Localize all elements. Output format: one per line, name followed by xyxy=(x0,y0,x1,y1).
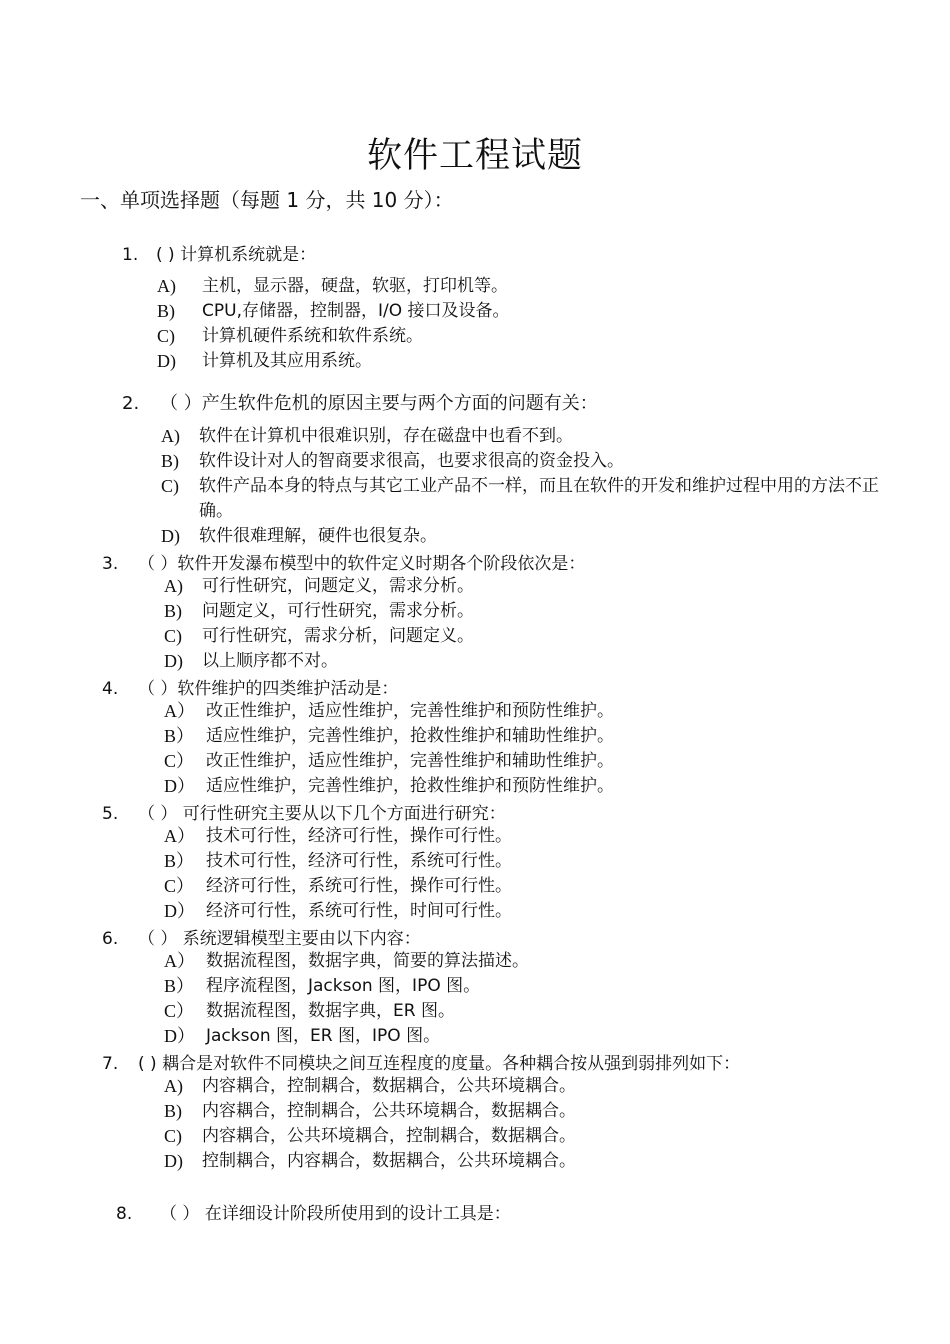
page-title: 软件工程试题 xyxy=(366,136,583,176)
option-label: A） xyxy=(164,826,195,846)
option-text: 可行性研究，需求分析，问题定义。 xyxy=(202,626,474,646)
question-number: 1. xyxy=(122,245,139,265)
question-stem: （ ） 可行性研究主要从以下几个方面进行研究： xyxy=(138,804,506,824)
question-stem: （ ） 系统逻辑模型主要由以下内容： xyxy=(138,929,421,949)
option-label: B) xyxy=(164,1101,182,1121)
option-label: B) xyxy=(164,601,182,621)
option-label: C） xyxy=(164,751,195,771)
option-label: C) xyxy=(161,476,179,496)
question-7 xyxy=(102,1049,740,1074)
option-text: 技术可行性，经济可行性，操作可行性。 xyxy=(206,826,512,846)
question-stem: （ ） 在详细设计阶段所使用到的设计工具是： xyxy=(160,1204,511,1224)
option-text: 数据流程图，数据字典，ER 图。 xyxy=(206,1001,455,1021)
option-label: A) xyxy=(161,426,180,446)
option-label: D) xyxy=(164,651,183,671)
option-text: 经济可行性，系统可行性，时间可行性。 xyxy=(206,901,512,921)
question-4 xyxy=(102,674,398,699)
option-text: 计算机及其应用系统。 xyxy=(202,351,372,371)
option-text: 内容耦合，控制耦合，公共环境耦合，数据耦合。 xyxy=(202,1101,576,1121)
question-number: 8. xyxy=(116,1204,133,1224)
question-number: 4. xyxy=(102,679,119,699)
option-text: 内容耦合，公共环境耦合，控制耦合，数据耦合。 xyxy=(202,1126,576,1146)
option-text: 问题定义，可行性研究，需求分析。 xyxy=(202,601,474,621)
option-text: 改正性维护，适应性维护，完善性维护和预防性维护。 xyxy=(206,701,614,721)
option-text: 内容耦合，控制耦合，数据耦合，公共环境耦合。 xyxy=(202,1076,576,1096)
option-text: 改正性维护，适应性维护，完善性维护和辅助性维护。 xyxy=(206,751,614,771)
option-text: 可行性研究，问题定义，需求分析。 xyxy=(202,576,474,596)
option-text: 软件在计算机中很难识别，存在磁盘中也看不到。 xyxy=(199,426,573,446)
option-text: 程序流程图，Jackson 图，IPO 图。 xyxy=(206,976,481,996)
option-label: C) xyxy=(164,626,182,646)
option-label: C） xyxy=(164,1001,195,1021)
question-1 xyxy=(122,240,316,265)
option-label: D) xyxy=(164,1151,183,1171)
option-label: C) xyxy=(157,326,175,346)
question-number: 7. xyxy=(102,1054,119,1074)
question-number: 2. xyxy=(122,393,140,414)
question-number: 5. xyxy=(102,804,119,824)
option-label: B） xyxy=(164,851,195,871)
option-label: C) xyxy=(164,1126,182,1146)
option-label: A) xyxy=(164,576,183,596)
question-stem: （ ）产生软件危机的原因主要与两个方面的问题有关： xyxy=(160,393,598,414)
option-label: B） xyxy=(164,976,195,996)
option-text: 适应性维护，完善性维护，抢救性维护和辅助性维护。 xyxy=(206,726,614,746)
question-stem: （ ）软件维护的四类维护活动是： xyxy=(138,679,399,699)
question-stem: ( ) 计算机系统就是： xyxy=(156,245,317,265)
option-text: 主机，显示器，硬盘，软驱，打印机等。 xyxy=(202,276,508,296)
option-label: B) xyxy=(157,301,175,321)
option-label: A） xyxy=(164,951,195,971)
option-text: 软件设计对人的智商要求很高，也要求很高的资金投入。 xyxy=(199,451,624,471)
question-6 xyxy=(102,924,421,949)
section-heading: 一、单项选择题（每题 1 分，共 10 分）： xyxy=(80,188,454,212)
option-label: D) xyxy=(161,526,180,546)
question-stem: （ ）软件开发瀑布模型中的软件定义时期各个阶段依次是： xyxy=(138,554,586,574)
option-label: A) xyxy=(164,1076,183,1096)
option-text: 计算机硬件系统和软件系统。 xyxy=(202,326,423,346)
option-text: 软件产品本身的特点与其它工业产品不一样，而且在软件的开发和维护过程中用的方法不正确。 xyxy=(199,476,879,521)
option-label: D) xyxy=(157,351,176,371)
option-text: 数据流程图，数据字典，简要的算法描述。 xyxy=(206,951,529,971)
question-3 xyxy=(102,549,585,574)
option-text: Jackson 图，ER 图，IPO 图。 xyxy=(206,1026,441,1046)
option-label: B） xyxy=(164,726,195,746)
question-stem: ( ) 耦合是对软件不同模块之间互连程度的度量。各种耦合按从强到弱排列如下： xyxy=(138,1054,741,1074)
option-text: 技术可行性，经济可行性，系统可行性。 xyxy=(206,851,512,871)
question-8 xyxy=(116,1199,511,1224)
option-label: D） xyxy=(164,1026,195,1046)
question-5 xyxy=(102,799,506,824)
question-2 xyxy=(122,389,598,415)
question-number: 6. xyxy=(102,929,119,949)
option-label: A） xyxy=(164,701,195,721)
option-label: A) xyxy=(157,276,176,296)
option-label: D） xyxy=(164,901,195,921)
option-text: 经济可行性，系统可行性，操作可行性。 xyxy=(206,876,512,896)
option-label: B) xyxy=(161,451,179,471)
option-text: 软件很难理解，硬件也很复杂。 xyxy=(199,526,437,546)
question-number: 3. xyxy=(102,554,119,574)
option-text: CPU,存储器，控制器，I/O 接口及设备。 xyxy=(202,301,510,321)
option-text: 以上顺序都不对。 xyxy=(202,651,338,671)
option-label: C） xyxy=(164,876,195,896)
option-text: 控制耦合，内容耦合，数据耦合，公共环境耦合。 xyxy=(202,1151,576,1171)
option-label: D） xyxy=(164,776,195,796)
option-text: 适应性维护，完善性维护，抢救性维护和预防性维护。 xyxy=(206,776,614,796)
